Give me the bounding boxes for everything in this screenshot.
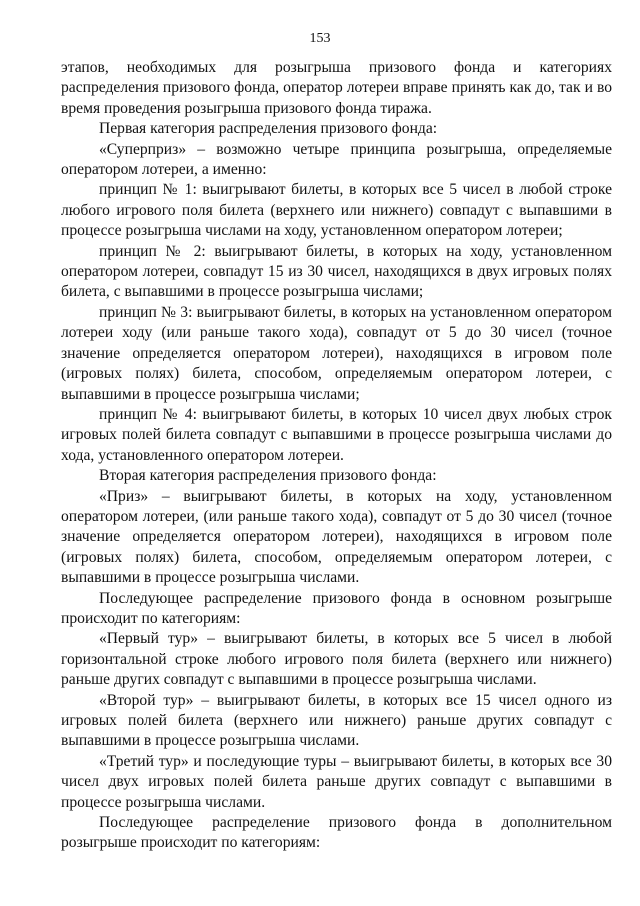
- paragraph: Последующее распределение призового фонда в основном розыгрыше происходит по категориям:: [61, 589, 612, 627]
- paragraph: Первая категория распределения призового фонда:: [99, 120, 438, 138]
- document-body: [61, 58, 612, 854]
- paragraph: принцип № 2: выигрывают билеты, в которых на ходу, установленном оператором лотереи, совпадут 15 из 30 чисел, находящихся в двух игровых полях билета, с выпавшими в процессе розыгрыша числами;: [61, 242, 612, 301]
- paragraph: принцип № 4: выигрывают билеты, в которых 10 чисел двух любых строк игровых полей билета совпадут с выпавшими в процессе розыгрыша числами до хода, установленного оператором лотереи.: [61, 405, 612, 464]
- paragraph: Вторая категория распределения призового фонда:: [99, 467, 437, 485]
- paragraph: принцип № 3: выигрывают билеты, в которых на установленном оператором лотереи ходу (или раньше такого хода), совпадут от 5 до 30 чисел (точное значение определяется оператором лотереи), находящихся в игровом поле (игровых полях) билета, способом, определяемым оператором лотереи, с выпавшими в процессе розыгрыша числами;: [61, 303, 612, 403]
- paragraph: «Первый тур» – выигрывают билеты, в которых все 5 чисел в любой горизонтальной строке любого игрового поля билета (верхнего или нижнего) раньше других совпадут с выпавшими в процессе розыгрыша числами.: [61, 630, 612, 689]
- paragraph: Последующее распределение призового фонда в дополнительном розыгрыше происходит по категориям:: [61, 814, 612, 852]
- paragraph: «Приз» – выигрывают билеты, в которых на ходу, установленном оператором лотереи, (или раньше такого хода), совпадут от 5 до 30 чисел (точное значение определяется оператором лотереи), находящихся в игровом поле (игровых полях) билета, способом, определяемым оператором лотереи, с выпавшими в процессе розыгрыша числами.: [61, 487, 612, 587]
- page-number: 153: [309, 31, 331, 46]
- paragraph: «Суперприз» – возможно четыре принципа розыгрыша, определяемые оператором лотереи, а именно:: [61, 140, 612, 179]
- paragraph: «Второй тур» – выигрывают билеты, в которых все 15 чисел одного из игровых полей билета (верхнего или нижнего) раньше других совпадут с выпавшими в процессе розыгрыша числами.: [61, 691, 612, 750]
- paragraph: «Третий тур» и последующие туры – выигрывают билеты, в которых все 30 чисел двух игровых полей билета раньше других совпадут с выпавшими в процессе розыгрыша числами.: [61, 752, 612, 811]
- paragraph: принцип № 1: выигрывают билеты, в которых все 5 чисел в любой строке любого игрового поля билета (верхнего или нижнего) совпадут с выпавшими в процессе розыгрыша числами на ходу, установленном оператором лотереи;: [61, 181, 612, 240]
- paragraph: этапов, необходимых для розыгрыша призового фонда и категориях распределения призового фонда, оператор лотереи вправе принять как до, так и во время проведения розыгрыша призового фонда тиража.: [61, 59, 612, 117]
